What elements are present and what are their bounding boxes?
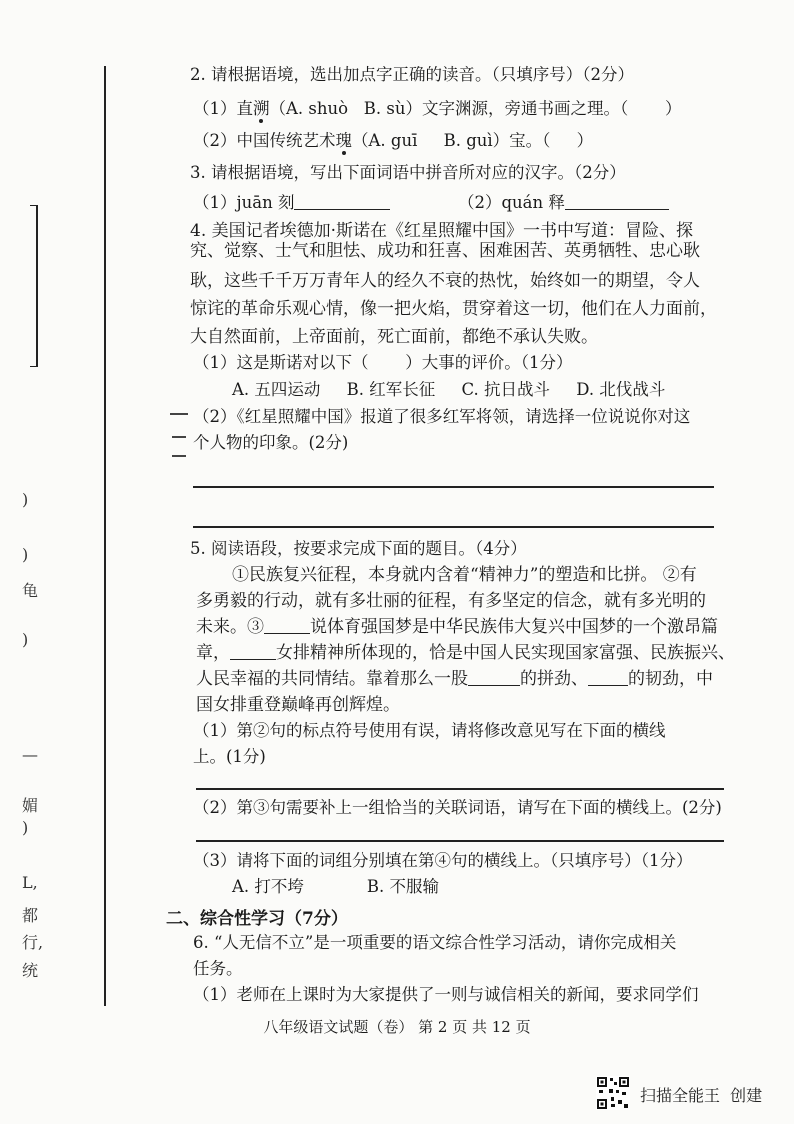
- q2-item-2: （2）中国传统艺术瑰（A. guī B. guì）宝。（ ）: [193, 131, 594, 150]
- margin-fragment: ): [22, 545, 29, 564]
- answer-blank[interactable]: [588, 667, 628, 686]
- page-footer: 八年级语文试题（卷） 第 2 页 共 12 页: [263, 1018, 531, 1036]
- q2-item-1: （1）直溯（A. shuò B. sù）文字渊源，旁通书画之理。（ ）: [193, 99, 682, 118]
- scanner-watermark: 扫描全能王 创建: [640, 1086, 763, 1105]
- margin-fragment: 媚: [22, 796, 39, 815]
- dotted-char: 瑰: [335, 131, 352, 150]
- margin-dash: [172, 436, 186, 438]
- q5-sub3: （3）请将下面的词组分别填在第④句的横线上。（只填序号）（1分）: [193, 851, 693, 870]
- margin-fragment: ): [22, 630, 29, 649]
- answer-blank[interactable]: [294, 191, 390, 210]
- q4-line: 耿，这些千千万万青年人的经久不衰的热忱，始终如一的期望，令人: [190, 271, 700, 291]
- margin-fragment: 龟: [22, 581, 39, 600]
- answer-line[interactable]: [196, 840, 724, 842]
- q3-stem: 3. 请根据语境，写出下面词语中拼音所对应的汉字。（2分）: [190, 163, 626, 182]
- answer-line[interactable]: [193, 526, 714, 528]
- margin-fragment: —: [22, 745, 38, 764]
- q4-sub2-line1: （2）《红星照耀中国》报道了很多红军将领，请选择一位说说你对这: [193, 407, 691, 426]
- margin-fragment: L,: [22, 873, 38, 892]
- seal-bracket: [30, 205, 38, 367]
- q5-passage-line: 未来。③ 说体育强国梦是中华民族伟大复兴中国梦的一个激昂篇: [196, 617, 718, 637]
- q5-passage-line: 多勇毅的行动，就有多壮丽的征程，有多坚定的信念，就有多光明的: [196, 591, 706, 611]
- answer-line[interactable]: [193, 486, 714, 488]
- q3-item-1: （1）juān 刻: [193, 190, 390, 216]
- q4-sub2-line2: 个人物的印象。(2分): [193, 433, 349, 452]
- q5-passage-line: 人民幸福的共同情结。靠着那么一股 的拼劲、 的韧劲，中: [196, 669, 713, 689]
- q5-stem: 5. 阅读语段，按要求完成下面的题目。（4分）: [190, 539, 527, 558]
- q4-line: 4. 美国记者埃德加·斯诺在《红星照耀中国》一书中写道：冒险、探: [190, 221, 694, 241]
- answer-blank[interactable]: [264, 615, 310, 634]
- answer-blank[interactable]: [468, 667, 520, 686]
- q5-sub1-line1: （1）第②句的标点符号使用有误，请将修改意见写在下面的横线: [193, 721, 666, 740]
- q6-line2: 任务。: [193, 959, 243, 978]
- q6-line1: 6. “人无信不立”是一项重要的语文综合性学习活动，请你完成相关: [193, 933, 677, 952]
- dotted-char: 溯: [253, 99, 270, 118]
- q5-sub1-line2: 上。(1分): [193, 747, 266, 766]
- binding-margin-line: [104, 66, 106, 1006]
- section-heading: 二、综合性学习（7分）: [166, 909, 348, 929]
- margin-fragment: 都: [22, 906, 39, 925]
- margin-fragment: ): [22, 490, 29, 509]
- q5-passage-line: 章， 女排精神所体现的，恰是中国人民实现国家富强、民族振兴、: [196, 643, 735, 663]
- answer-blank[interactable]: [565, 191, 669, 210]
- margin-dash: [170, 413, 188, 415]
- qr-code-icon: [596, 1076, 630, 1110]
- q4-line: 究、觉察、士气和胆怯、成功和狂喜、困难困苦、英勇牺牲、忠心耿: [190, 241, 700, 261]
- q4-line: 惊诧的革命乐观心情，像一把火焰，贯穿着这一切，他们在人力面前，: [190, 299, 717, 319]
- q5-passage-line: 国女排重登巅峰再创辉煌。: [196, 695, 400, 715]
- margin-fragment: ): [22, 818, 29, 837]
- q4-options: A. 五四运动 B. 红军长征 C. 抗日战斗 D. 北伐战斗: [232, 380, 666, 399]
- q4-sub1: （1）这是斯诺对以下（ ）大事的评价。（1分）: [193, 353, 573, 372]
- answer-line[interactable]: [196, 788, 724, 790]
- q5-sub3-options: A. 打不垮 B. 不服输: [232, 877, 439, 896]
- q4-line: 大自然面前，上帝面前，死亡面前，都绝不承认失败。: [190, 327, 598, 347]
- q5-sub2: （2）第③句需要补上一组恰当的关联词语，请写在下面的横线上。(2分): [193, 798, 722, 817]
- q2-stem: 2. 请根据语境，选出加点字正确的读音。（只填序号）（2分）: [190, 65, 634, 84]
- margin-fragment: 统: [22, 961, 39, 980]
- q3-item-2: （2）quán 释: [458, 190, 669, 216]
- q6-sub1: （1）老师在上课时为大家提供了一则与诚信相关的新闻，要求同学们: [193, 985, 699, 1004]
- margin-fragment: 行,: [22, 933, 44, 952]
- answer-blank[interactable]: [230, 641, 276, 660]
- margin-dash: [172, 455, 186, 457]
- q5-passage-line: ①民族复兴征程，本身就内含着“精神力”的塑造和比拼。 ②有: [232, 565, 697, 585]
